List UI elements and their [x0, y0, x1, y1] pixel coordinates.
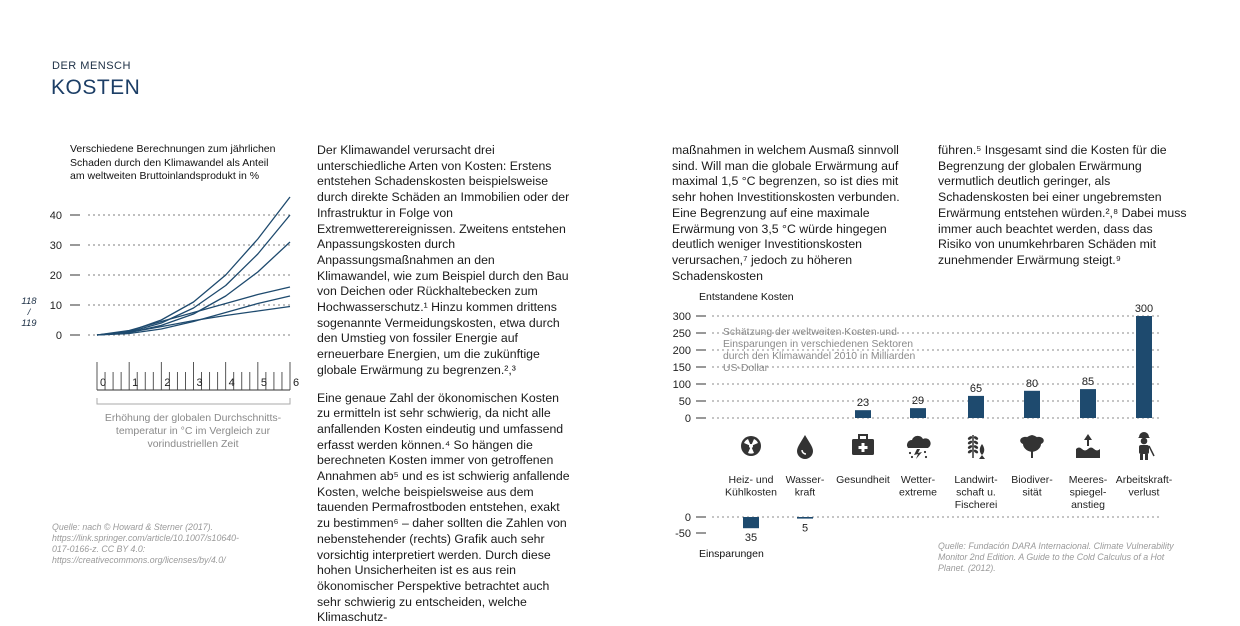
category-label: Wasser-: [785, 474, 825, 486]
cost-bar: [1080, 389, 1096, 418]
cost-bar-chart: [660, 300, 1180, 545]
first-aid-kit-icon: [852, 435, 874, 455]
category-label: Fischerei: [954, 499, 998, 511]
x-tick-label: 3: [196, 377, 203, 389]
body-paragraph-2: Eine genaue Zahl der ökonomischen Kosten zu ermitteln ist sehr schwierig, da nicht alle anfallenden Kosten eindeutig und umfassend erfasst werden können.⁴ So hängen die berechneten Kosten immer von getroffenen Annahmen ab⁵ und es ist schwierig anfallende Kosten, welche beispielsweise aus dem tauenden Permafrostboden entstehen, exakt zu bestimmen⁶ – daher sollten die Zahlen von nebenstehender (rechts) Grafik auch sehr vorsichtig interpretiert werden. Durch diese hohen Unsicherheiten ist es aus rein ökonomischer Perspektive betrachtet auch sehr schwierig zu entscheiden, welche Klimaschutz-: [317, 390, 570, 625]
category-label: Landwirt-: [954, 474, 998, 486]
storm-cloud-icon: [907, 436, 931, 459]
sea-level-rise-icon: [1076, 434, 1100, 458]
category-label: Heiz- und: [728, 474, 774, 486]
category-label: anstieg: [1071, 499, 1105, 511]
body-paragraph-3: maßnahmen in welchem Ausmaß sinnvoll sind. Will man die globale Erwärmung auf maximal 1,5 °C begrenzen, so ist dies mit sehr hohen Investitionskosten verbunden. Eine Begrenzung auf eine maximale Erwärmung von 3,5 °C würde hingegen deutlich weniger Investitionskosten verursachen,⁷ jedoch zu höheren Schadenskosten: [672, 143, 900, 283]
cost-bar: [855, 410, 871, 418]
worker-icon: [1138, 432, 1154, 460]
savings-tick-label: -50: [675, 528, 691, 540]
cost-chart-note: Schätzung der weltweiten Kosten und Einsparungen in verschiedenen Sektoren durch den Klimawandel 2010 in Milliarden US-Dollar: [723, 327, 916, 374]
category-label: kraft: [794, 486, 816, 499]
cost-value-label: 80: [1025, 377, 1039, 390]
cost-chart-title: Entstandene Kosten: [699, 291, 794, 303]
cost-tick-label: 300: [672, 311, 691, 323]
y-tick-label: 20: [49, 270, 62, 282]
cost-tick-label: 100: [672, 379, 691, 391]
x-tick-label: 2: [164, 377, 171, 389]
cost-bar: [1136, 316, 1152, 418]
page-number-separator: /: [27, 307, 31, 318]
cost-value-label: 65: [969, 382, 983, 395]
cost-value-label: 23: [856, 397, 870, 410]
category-label: verlust: [1128, 486, 1160, 499]
category-label: sität: [1022, 486, 1042, 499]
category-label: Kühlkosten: [725, 486, 777, 499]
y-tick-label: 30: [49, 240, 62, 252]
x-label-bracket: [97, 398, 290, 404]
x-tick-label: 5: [260, 377, 267, 389]
category-label: Arbeitskraft-: [1115, 474, 1173, 486]
cost-bar: [968, 396, 984, 418]
category-label: Gesundheit: [836, 474, 890, 486]
cost-tick-label: 0: [684, 413, 691, 425]
cost-value-label: 29: [911, 395, 925, 408]
savings-label: Einsparungen: [699, 548, 764, 560]
cost-tick-label: 200: [672, 345, 691, 357]
x-tick-label: 1: [132, 377, 139, 389]
category-label: schaft u.: [956, 486, 996, 499]
cost-bar: [1024, 391, 1040, 418]
left-chart-caption: Verschiedene Berechnungen zum jährlichen Schaden durch den Klimawandel als Anteil am weltweiten Bruttoinlandsprodukt in %: [70, 143, 276, 182]
x-tick-label: 0: [100, 377, 107, 389]
page-number-right: 119: [21, 318, 37, 329]
savings-bar: [797, 517, 813, 519]
savings-value-label: 5: [801, 522, 809, 535]
cost-value-label: 85: [1081, 376, 1095, 389]
y-tick-label: 10: [49, 300, 62, 312]
cost-value-label: 300: [1134, 303, 1154, 315]
left-chart-x-axis-label: Erhöhung der globalen Durchschnitts-temperatur in °C im Vergleich zur vorindustriellen Zeit: [104, 412, 282, 450]
cost-chart-source: Quelle: Fundación DARA Internacional. Climate Vulnerability Monitor 2nd Edition. A Guide to the Cold Calculus of a Hot Planet. (2012).: [938, 541, 1174, 573]
y-tick-label: 0: [55, 330, 62, 342]
category-label: extreme: [899, 486, 937, 499]
x-tick-label: 6: [293, 377, 300, 389]
category-label: Meeres-: [1068, 474, 1108, 486]
cost-bar: [910, 408, 926, 418]
leaf-icon: [1020, 435, 1044, 458]
category-label: Biodiver-: [1011, 474, 1053, 486]
savings-tick-label: 0: [684, 512, 691, 524]
savings-value-label: 35: [744, 532, 758, 545]
cost-tick-label: 250: [672, 328, 691, 340]
body-column-3: [938, 143, 1188, 269]
page-title: KOSTEN: [51, 76, 141, 99]
y-tick-label: 40: [49, 210, 62, 222]
x-tick-label: 4: [228, 377, 235, 389]
damage-line-chart: [40, 190, 310, 405]
body-column-2: [672, 143, 922, 284]
section-label: DER MENSCH: [52, 60, 131, 72]
wheat-fish-icon: [967, 435, 985, 459]
radiator-icon: [741, 436, 761, 456]
left-chart-source: Quelle: nach © Howard & Sterner (2017). https://link.springer.com/article/10.1007/s10640-017-0166-z. CC BY 4.0: https://creativecommons.org/licenses/by/4.0/: [52, 522, 239, 565]
cost-tick-label: 50: [678, 396, 691, 408]
water-drop-icon: [797, 435, 813, 459]
cost-tick-label: 150: [672, 362, 691, 374]
savings-bar: [743, 517, 759, 528]
category-label: Wetter-: [900, 474, 936, 486]
category-label: spiegel-: [1069, 486, 1107, 499]
body-paragraph-1: Der Klimawandel verursacht drei unterschiedliche Arten von Kosten: Erstens entstehen Schadenskosten beispielsweise durch direkte Schäden an Immobilien oder der Infrastruktur in Folge von Extremwetterereignissen. Zweitens entstehen Anpassungskosten durch Anpassungsmaßnahmen an den Klimawandel, wie zum Beispiel durch den Bau von Deichen oder Rückhaltebecken zum Hochwasserschutz.¹ Hinzu kommen drittens sogenannte Vermeidungskosten, etwa durch den Umstieg von fossiler Energie auf erneuerbare Energien, um die zukünftige globale Erwärmung zu begrenzen.²,³: [317, 143, 570, 377]
body-paragraph-4: führen.⁵ Insgesamt sind die Kosten für die Begrenzung der globalen Erwärmung vermutlich deutlich geringer, als Schadenskosten bei einer ungebremsten Erwärmung entstehen würden.²,⁸ Dabei muss immer auch beachtet werden, dass das Risiko von unumkehrbaren Schäden mit zunehmender Erwärmung steigt.⁹: [938, 143, 1187, 267]
body-column-1: [317, 143, 570, 626]
page-number-left: 118: [21, 296, 37, 307]
